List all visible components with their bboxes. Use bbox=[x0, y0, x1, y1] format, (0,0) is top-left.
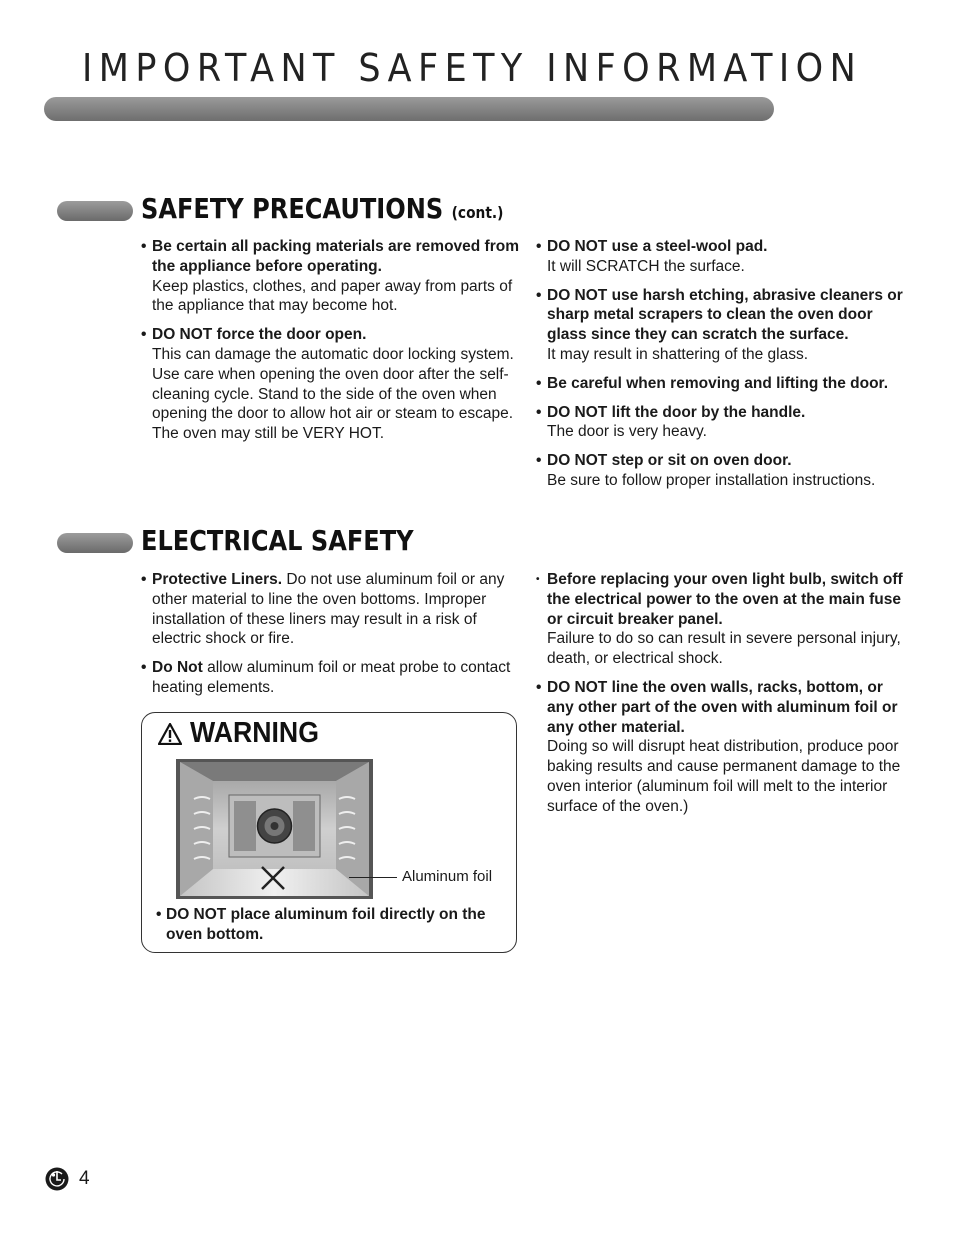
item-heading: Before replacing your oven light bulb, switch off the electrical power to the oven at the main fuse or circuit breaker panel. bbox=[547, 571, 903, 628]
item-text: Doing so will disrupt heat distribution, produce poor baking results and cause permanent damage to the oven interior (aluminum foil will melt to the interior surface of the oven.) bbox=[547, 738, 901, 815]
item-text: Do not use aluminum foil or any other material to line the oven bottoms. Improper installation of these liners may result in a risk of electric shock or fire. bbox=[152, 571, 505, 648]
foil-pointer-line bbox=[349, 877, 397, 878]
item-text: Failure to do so can result in severe personal injury, death, or electrical shock. bbox=[547, 630, 901, 668]
foil-label: Aluminum foil bbox=[402, 868, 493, 885]
safety-precautions-title: SAFETY PRECAUTIONS bbox=[141, 192, 444, 225]
header-bar bbox=[44, 97, 774, 121]
item-heading: Do Not bbox=[152, 659, 203, 677]
item-text: It may result in shattering of the glass. bbox=[547, 345, 809, 363]
item-text: It will SCRATCH the surface. bbox=[547, 257, 745, 275]
oven-interior-illustration bbox=[176, 759, 373, 899]
safety-precautions-suffix: (cont.) bbox=[451, 203, 504, 222]
item-text: allow aluminum foil or meat probe to contact heating elements. bbox=[152, 659, 511, 696]
item-heading: DO NOT force the door open. bbox=[152, 326, 367, 344]
list-item: • DO NOT force the door open. This can damage the automatic door locking system. Use care when opening the oven door after the self-cleaning cycle. Stand to the side of the oven when opening the door to allow hot air or steam to escape. The oven may still be VERY HOT. bbox=[141, 326, 514, 443]
warning-header bbox=[158, 717, 330, 750]
electrical-right-column bbox=[536, 570, 912, 826]
safety-right-column bbox=[536, 237, 912, 500]
item-heading: Be certain all packing materials are removed from the appliance before operating. bbox=[152, 238, 519, 275]
item-heading: DO NOT line the oven walls, racks, bottom, or any other part of the oven with aluminum foil or any other material. bbox=[547, 678, 898, 736]
item-heading: DO NOT lift the door by the handle. bbox=[547, 403, 806, 421]
item-heading: DO NOT use harsh etching, abrasive cleaners or sharp metal scrapers to clean the oven door glass since they can scratch the surface. bbox=[547, 286, 903, 344]
list-item: • DO NOT lift the door by the handle. The door is very heavy. bbox=[536, 403, 806, 441]
safety-left-column bbox=[141, 237, 519, 453]
list-item: • Be certain all packing materials are removed from the appliance before operating. Keep plastics, clothes, and paper away from parts of the appliance that may become hot. bbox=[141, 238, 519, 315]
list-item: • Before replacing your oven light bulb, switch off the electrical power to the oven at the main fuse or circuit breaker panel. Failure to do so can result in severe personal injury, death, or electrical shock. bbox=[536, 571, 903, 668]
section-marker bbox=[57, 201, 133, 221]
list-item: • Be careful when removing and lifting the door. bbox=[536, 374, 889, 392]
section-marker bbox=[57, 533, 133, 553]
warning-note: • DO NOT place aluminum foil directly on the oven bottom. bbox=[156, 906, 486, 943]
item-heading: DO NOT use a steel-wool pad. bbox=[547, 238, 768, 255]
safety-precautions-heading bbox=[141, 192, 503, 225]
item-text: The door is very heavy. bbox=[547, 423, 707, 441]
list-item: • DO NOT use harsh etching, abrasive cleaners or sharp metal scrapers to clean the oven door glass since they can scratch the surface. It may result in shattering of the glass. bbox=[536, 286, 903, 363]
list-item: • DO NOT step or sit on oven door. Be sure to follow proper installation instructions. bbox=[536, 452, 876, 489]
electrical-safety-title: ELECTRICAL SAFETY bbox=[141, 524, 414, 557]
warning-note-text: DO NOT place aluminum foil directly on the oven bottom. bbox=[166, 906, 486, 943]
warning-box bbox=[141, 712, 517, 953]
item-text: This can damage the automatic door locking system. Use care when opening the oven door after the self-cleaning cycle. Stand to the side of the oven when opening the door to allow hot air or steam to escape. The oven may still be VERY HOT. bbox=[152, 345, 514, 443]
page-number: 4 bbox=[79, 1168, 90, 1189]
item-text: Keep plastics, clothes, and paper away from parts of the appliance that may become hot. bbox=[152, 277, 513, 315]
electrical-left-column bbox=[141, 570, 519, 707]
lg-logo-icon bbox=[45, 1167, 69, 1191]
list-item: • Do Not allow aluminum foil or meat probe to contact heating elements. bbox=[141, 659, 511, 696]
item-text: Be sure to follow proper installation instructions. bbox=[547, 471, 876, 489]
warning-triangle-icon bbox=[158, 723, 182, 745]
list-item: • DO NOT line the oven walls, racks, bottom, or any other part of the oven with aluminum foil or any other material. Doing so will disrupt heat distribution, produce poor baking results and cause permanent damage to the oven interior (aluminum foil will melt to the interior surface of the oven.) bbox=[536, 678, 901, 815]
item-heading: Protective Liners. bbox=[152, 571, 283, 588]
item-heading: Be careful when removing and lifting the door. bbox=[547, 374, 889, 392]
list-item: • Protective Liners. Do not use aluminum foil or any other material to line the oven bottoms. Improper installation of these liners may result in a risk of electric shock or fire. bbox=[141, 571, 505, 648]
list-item: • DO NOT use a steel-wool pad. It will SCRATCH the surface. bbox=[536, 238, 768, 275]
page-title: IMPORTANT SAFETY INFORMATION bbox=[82, 46, 863, 90]
item-heading: DO NOT step or sit on oven door. bbox=[547, 452, 792, 470]
warning-title: WARNING bbox=[190, 717, 319, 749]
